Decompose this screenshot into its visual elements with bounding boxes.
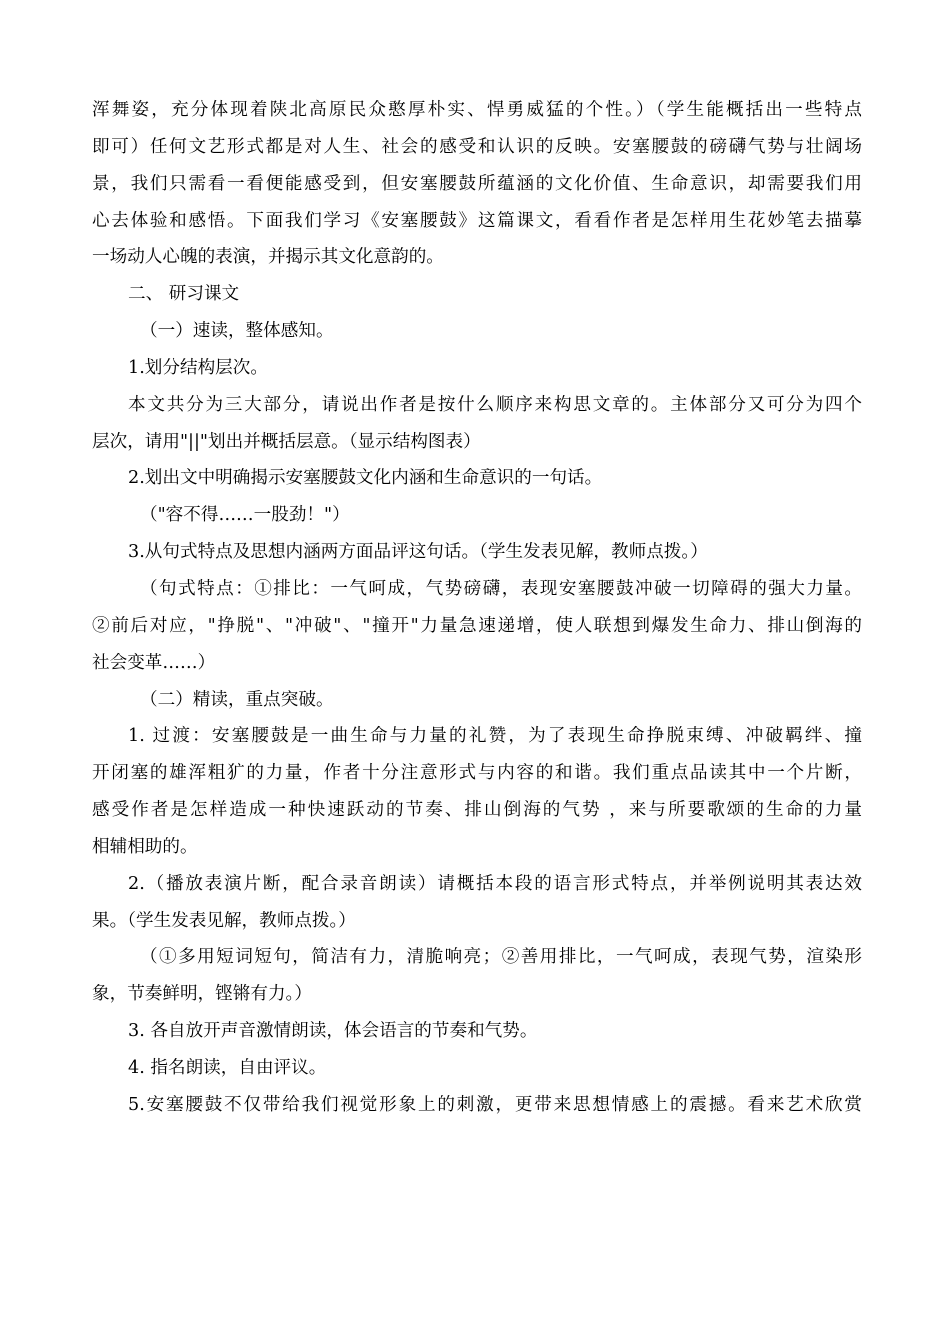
text-line: 2.（播放表演片断，配合录音朗读）请概括本段的语言形式特点，并举例说明其表达效	[128, 873, 862, 894]
text-line: 1.划分结构层次。	[128, 357, 268, 378]
text-line: 层次，请用"||"划出并概括层意。（显示结构图表）	[92, 431, 481, 452]
text-line: 景，我们只需看一看便能感受到，但安塞腰鼓所蕴涵的文化价值、生命意识，却需要我们用	[92, 173, 862, 194]
text-line: 本文共分为三大部分，请说出作者是按什么顺序来构思文章的。主体部分又可分为四个	[128, 394, 862, 415]
text-line: （"容不得……一股劲！"）	[140, 505, 350, 526]
subsection-heading: （一）速读，整体感知。	[140, 321, 334, 342]
text-line: 象，节奏鲜明，铿锵有力。）	[92, 984, 312, 1005]
text-line: 3.从句式特点及思想内涵两方面品评这句话。（学生发表见解，教师点拨。）	[128, 542, 708, 563]
text-line: 5.安塞腰鼓不仅带给我们视觉形象上的刺激，更带来思想情感上的震撼。看来艺术欣赏	[128, 1094, 862, 1115]
text-line: 4. 指名朗读，自由评议。	[128, 1057, 327, 1078]
text-line: 一场动人心魄的表演，并揭示其文化意韵的。	[92, 247, 444, 268]
text-line: 1. 过渡：安塞腰鼓是一曲生命与力量的礼赞，为了表现生命挣脱束缚、冲破羁绊、撞	[128, 726, 862, 747]
text-line: 即可）任何文艺形式都是对人生、社会的感受和认识的反映。安塞腰鼓的磅礴气势与壮阔场	[92, 136, 862, 157]
text-line: 开闭塞的雄浑粗犷的力量，作者十分注意形式与内容的和谐。我们重点品读其中一个片断，	[92, 763, 862, 784]
document-body	[92, 92, 862, 1124]
text-line: 感受作者是怎样造成一种快速跃动的节奏、排山倒海的气势 ，来与所要歌颂的生命的力量	[92, 800, 862, 821]
text-line: （句式特点：①排比：一气呵成，气势磅礴，表现安塞腰鼓冲破一切障碍的强大力量。	[140, 578, 862, 599]
text-line: 相辅相助的。	[92, 836, 198, 857]
text-line: ②前后对应，"挣脱"、"冲破"、"撞开"力量急速递增，使人联想到爆发生命力、排山倒海的	[92, 615, 862, 636]
subsection-heading: （二）精读，重点突破。	[140, 689, 334, 710]
section-heading: 二、 研习课文	[128, 284, 240, 305]
text-line: 果。（学生发表见解，教师点拨。）	[92, 910, 356, 931]
text-line: 心去体验和感悟。下面我们学习《安塞腰鼓》这篇课文，看看作者是怎样用生花妙笔去描摹	[92, 210, 862, 231]
text-line: 2.划出文中明确揭示安塞腰鼓文化内涵和生命意识的一句话。	[128, 468, 603, 489]
text-line: （①多用短词短句，简洁有力，清脆响亮；②善用排比，一气呵成，表现气势，渲染形	[140, 947, 862, 968]
text-line: 社会变革……）	[92, 652, 216, 673]
text-line: 3. 各自放开声音激情朗读，体会语言的节奏和气势。	[128, 1021, 538, 1042]
text-line: 浑舞姿，充分体现着陕北高原民众憨厚朴实、悍勇威猛的个性。）（学生能概括出一些特点	[92, 100, 862, 120]
